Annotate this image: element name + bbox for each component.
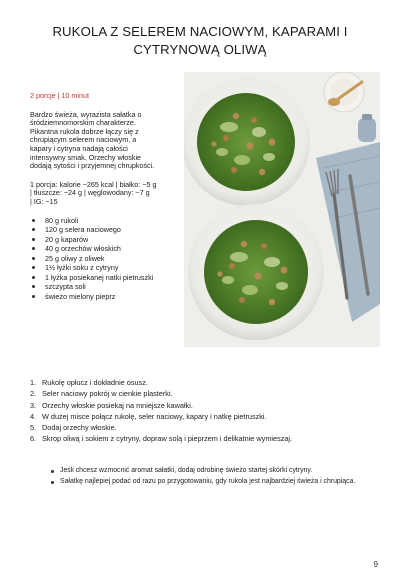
instruction-step bbox=[30, 411, 375, 422]
nutrition-line: | tłuszcze: ~24 g | węglowodany: ~7 g bbox=[30, 188, 150, 198]
servings-time: 2 porcje | 10 minut bbox=[30, 91, 89, 100]
intro-line: intensywny smak. Orzechy włoskie bbox=[30, 152, 142, 162]
step-number: 2. bbox=[30, 389, 37, 399]
nutrition-info bbox=[30, 181, 178, 207]
step-text: Orzechy włoskie posiekaj na mniejsze kawałki. bbox=[42, 400, 193, 410]
step-text: Seler naciowy pokrój w cienkie plasterki. bbox=[42, 389, 173, 399]
recipe-intro bbox=[30, 111, 178, 171]
intro-line: śródziemnomorskim charakterze. bbox=[30, 118, 136, 128]
intro-line: dodają sytości i przyjemnej chrupkości. bbox=[30, 161, 155, 171]
nutrition-line: 1 porcja: kalorie ~265 kcal | białko: ~5 g bbox=[30, 179, 157, 189]
tip-item: Jeśli chcesz wzmocnić aromat sałatki, dodaj odrobinę świeżo startej skórki cytryny. bbox=[50, 466, 380, 476]
instruction-step bbox=[30, 433, 375, 444]
ingredient-item: 20 g kaparów bbox=[30, 235, 178, 245]
top-salad-bowl bbox=[184, 78, 310, 206]
step-number: 4. bbox=[30, 411, 37, 421]
instruction-step bbox=[30, 388, 375, 399]
intro-line: kapary i cytryna nadają całości bbox=[30, 143, 128, 153]
intro-line: chrupiącym selerem naciowym, a bbox=[30, 135, 137, 145]
ingredient-item: 25 g oliwy z oliwek bbox=[30, 254, 178, 264]
bottom-salad-bowl bbox=[188, 204, 324, 340]
ingredient-item: 80 g rukoli bbox=[30, 216, 178, 226]
step-number: 3. bbox=[30, 400, 37, 410]
ingredient-item: 40 g orzechów włoskich bbox=[30, 244, 178, 254]
ingredient-item: świeżo mielony pieprz bbox=[30, 292, 178, 302]
instruction-step bbox=[30, 422, 375, 433]
ingredients-list bbox=[30, 216, 178, 302]
instruction-step bbox=[30, 400, 375, 411]
nutrition-line: | IG: ~15 bbox=[30, 196, 58, 206]
ingredient-item: 1½ łyżki soku z cytryny bbox=[30, 263, 178, 273]
page-number: 9 bbox=[373, 560, 378, 569]
tip-item: Sałatkę najlepiej podać od razu po przygotowaniu, gdy rukola jest najbardziej świeża i chrupiąca. bbox=[50, 477, 380, 487]
step-text: Dodaj orzechy włoskie. bbox=[42, 423, 117, 433]
instruction-step bbox=[30, 377, 375, 388]
step-number: 6. bbox=[30, 434, 37, 444]
step-text: Rukolę opłucz i dokładnie osusz. bbox=[42, 378, 148, 387]
salad-photo bbox=[184, 72, 380, 347]
pepper-shaker bbox=[358, 118, 376, 142]
recipe-title: RUKOLA Z SELEREM NACIOWYM, KAPARAMI I CYTRYNOWĄ OLIWĄ bbox=[52, 24, 348, 57]
intro-line: Pikantna rukola dobrze łączy się z bbox=[30, 126, 139, 136]
recipe-left-column bbox=[30, 92, 178, 301]
salad-photo-illustration bbox=[184, 72, 380, 347]
tips-list bbox=[50, 466, 380, 488]
step-text: W dużej misce połącz rukolę, seler naciowy, kapary i natkę pietruszki. bbox=[42, 411, 267, 421]
step-text: Skrop oliwą i sokiem z cytryny, dopraw solą i pieprzem i delikatnie wymieszaj. bbox=[42, 434, 293, 444]
ingredient-item: 1 łyżka posiekanej natki pietruszki bbox=[30, 273, 178, 283]
ingredient-item: szczypta soli bbox=[30, 282, 178, 292]
step-number: 1. bbox=[30, 378, 37, 387]
step-number: 5. bbox=[30, 423, 37, 433]
intro-line: Bardzo świeża, wyrazista sałatka o bbox=[30, 109, 142, 119]
ingredient-item: 120 g selera naciowego bbox=[30, 225, 178, 235]
instructions-list bbox=[30, 377, 375, 445]
